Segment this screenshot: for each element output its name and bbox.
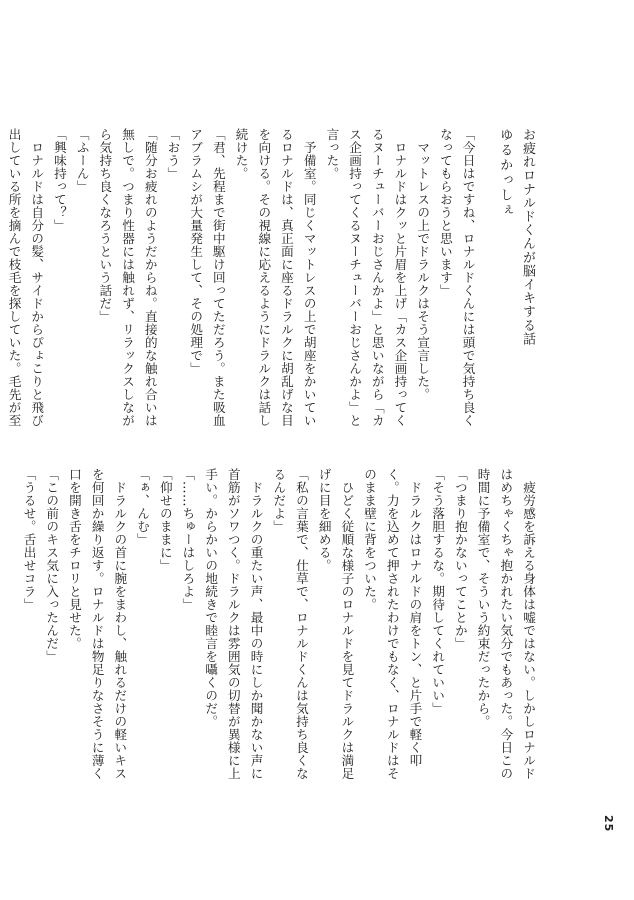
title-column <box>493 128 538 438</box>
paragraph: 「私の言葉で、仕草で、ロナルドくんは気持ち良くなるんだよ」 <box>271 468 309 780</box>
paragraph: ロナルドはクッと片眉を上げ「カス企画持ってくるヌーチューバーおじさんかよ」と思いながら「カス企画持ってくるヌーチューバーおじさんかよ」と言った。 <box>324 128 408 427</box>
paragraph: 予備室。同じくマットレスの上で胡座をかいているロナルドは、真正面に座るドラルクに胡乱げな目を向ける。その視線に応えるようにドラルクは話し続けた。 <box>233 128 317 427</box>
paragraph: 「ぁ、んむ」 <box>135 468 151 546</box>
story-title: お疲れロナルドくんが脳イキする話 <box>520 128 535 346</box>
paragraph: 「……ちゅーはしろよ」 <box>180 468 196 611</box>
upper-body <box>0 128 479 438</box>
paragraph: 「仰せのままに」 <box>157 468 173 572</box>
paragraph: ドラルクはロナルドの肩をトン、と片手で軽く叩く。力を込めて押されたわけでもなく、ロナルドはそのまま壁に背をついた。 <box>362 468 423 780</box>
paragraph: 「そう落胆するな。期待してくれていい」 <box>430 468 446 715</box>
paragraph: 「君、先程まで街中駆け回ってただろう。また吸血アブラムシが大量発生して、その処理で」 <box>188 128 226 427</box>
paragraph: 「この前のキス気に入ったんだ」 <box>44 468 60 663</box>
paragraph: 「うるせ。舌出せコラ」 <box>21 468 37 611</box>
upper-text-block <box>6 128 538 438</box>
paragraph: ドラルクの重たい声、最中の時にしか聞かない声に首筋がソワつく。ドラルクは雰囲気の切替が異様に上手い。からかいの地続きで睦言を囁くのだ。 <box>203 468 264 780</box>
paragraph: ドラルクの首に腕をまわし、触れるだけの軽いキスを何回か繰り返す。ロナルドは物足りなさそうに薄く口を開き舌をチロリと見せた。 <box>66 468 128 780</box>
paragraph: 「ふーん」 <box>74 128 90 193</box>
paragraph: 疲労感を訴える身体は嘘ではない。しかしロナルドはめちゃくちゃ抱かれたい気分でもあった。今日この時間に予備室で、そういう約束だったから。 <box>475 468 536 780</box>
paragraph: 「興味持って？」 <box>51 128 67 232</box>
paragraph: 「おう」 <box>165 128 181 180</box>
paragraph: ロナルドは自分の髪、サイドからぴょこりと飛び出している所を摘んで枝毛を探していた。毛先が至 <box>6 128 45 427</box>
page-number: 25 <box>602 815 615 833</box>
paragraph: マットレスの上でドラルクはそう宣言した。 <box>415 128 431 401</box>
lower-body <box>17 468 539 780</box>
author-name: ゆるかっしぇ <box>497 128 513 218</box>
paragraph: 「随分お疲れのようだからね。直接的な触れ合いは無しで。つまり性器には触れず、リラックスしながら気持ち良くなろうという話だ」 <box>97 128 158 427</box>
paragraph: 「つまり抱かないってことか」 <box>452 468 468 650</box>
lower-text-block <box>21 468 539 780</box>
paragraph: ひどく従順な様子のロナルドを見てドラルクは満足げに目を細める。 <box>316 468 355 780</box>
paragraph: 「今日はですね、ロナルドくんには頭で気持ち良くなってもらおうと思います」 <box>437 128 476 427</box>
